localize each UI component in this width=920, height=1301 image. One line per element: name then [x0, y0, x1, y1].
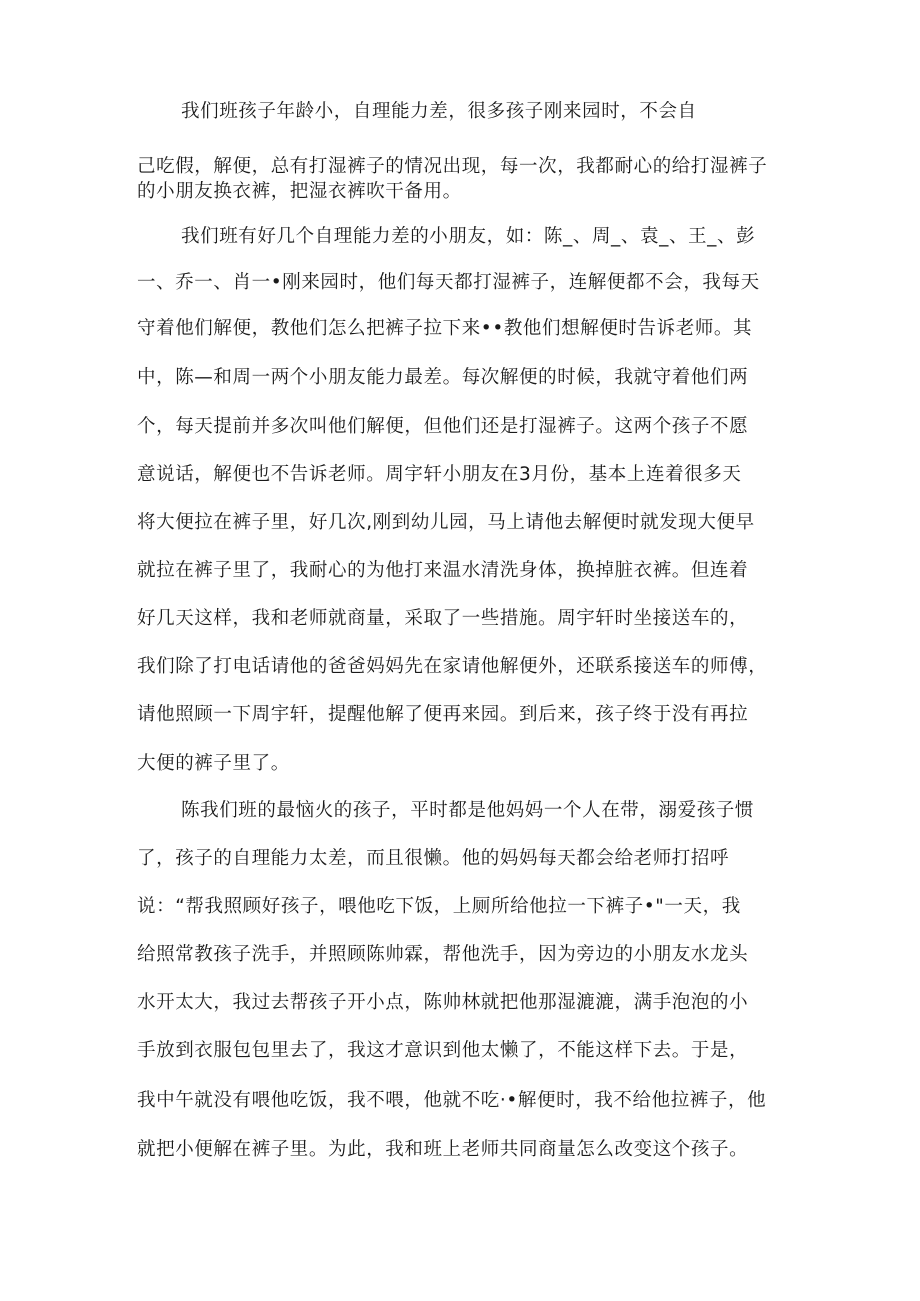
text-line: 中，陈—和周一两个小朋友能力最差。每次解便的时候，我就守着他们两 [137, 367, 749, 388]
text-line: 守着他们解便，教他们怎么把裤子拉下来••教他们想解便时告诉老师。其 [137, 318, 753, 339]
text-line: 好几天这样，我和老师就商量，采取了一些措施。周宇轩时坐接送车的， [137, 608, 749, 629]
text-line: 说：“帮我照顾好孩子，喂他吃下饭，上厕所给他拉一下裤子•"一天，我 [137, 896, 741, 917]
text-line: 了，孩子的自理能力太差，而且很懒。他的妈妈每天都会给老师打招呼 [137, 848, 730, 869]
text-line: 陈我们班的最恼火的孩子，平时都是他妈妈一个人在带，溺爱孩子惯 [181, 800, 755, 821]
text-line: 个，每天提前并多次叫他们解便，但他们还是打湿裤子。这两个孩子不愿 [137, 416, 749, 437]
text-line: 手放到衣服包包里去了，我这才意识到他太懒了，不能这样下去。于是， [137, 1040, 749, 1061]
text-line: 我中午就没有喂他吃饭，我不喂，他就不吃·•解便时，我不给他拉裤子，他 [137, 1090, 767, 1111]
text-line: 就把小便解在裤子里。为此，我和班上老师共同商量怎么改变这个孩子。 [137, 1139, 749, 1160]
text-line: 水开太大，我过去帮孩子开小点，陈帅林就把他那湿漉漉，满手泡泡的小 [137, 992, 749, 1013]
text-line: 己吃假，解便，总有打湿裤子的情况出现，每一次，我都耐心的给打湿裤子 [137, 156, 768, 177]
text-line: 将大便拉在裤子里，好几次,刚到幼儿园，马上请他去解便时就发现大便早 [137, 512, 755, 533]
text-line: 一、乔一、肖一•刚来园时，他们每天都打湿裤子，连解便都不会，我每天 [137, 272, 760, 293]
text-line: 意说话，解便也不告诉老师。周宇轩小朋友在3月份，基本上连着很多天 [137, 464, 742, 485]
text-line: 的小朋友换衣裤，把湿衣裤吹干备用。 [137, 181, 462, 202]
text-line: 就拉在裤子里了，我耐心的为他打来温水清洗身体，换掉脏衣裤。但连着 [137, 560, 749, 581]
text-line: 大便的裤子里了。 [137, 753, 290, 774]
text-line: 给照常教孩子洗手，并照顾陈帅霖，帮他洗手，因为旁边的小朋友水龙头 [137, 944, 749, 965]
text-line: 我们除了打电话请他的爸爸妈妈先在家请他解便外，还联系接送车的师傅， [137, 656, 768, 677]
text-line: 我们班孩子年龄小，自理能力差，很多孩子刚来园时，不会自 [181, 101, 697, 122]
text-line: 我们班有好几个自理能力差的小朋友，如：陈_、周_、袁_、王_、彭 [181, 226, 756, 247]
text-line: 请他照顾一下周宇轩，提醒他解了便再来园。到后来，孩子终于没有再拉 [137, 704, 749, 725]
